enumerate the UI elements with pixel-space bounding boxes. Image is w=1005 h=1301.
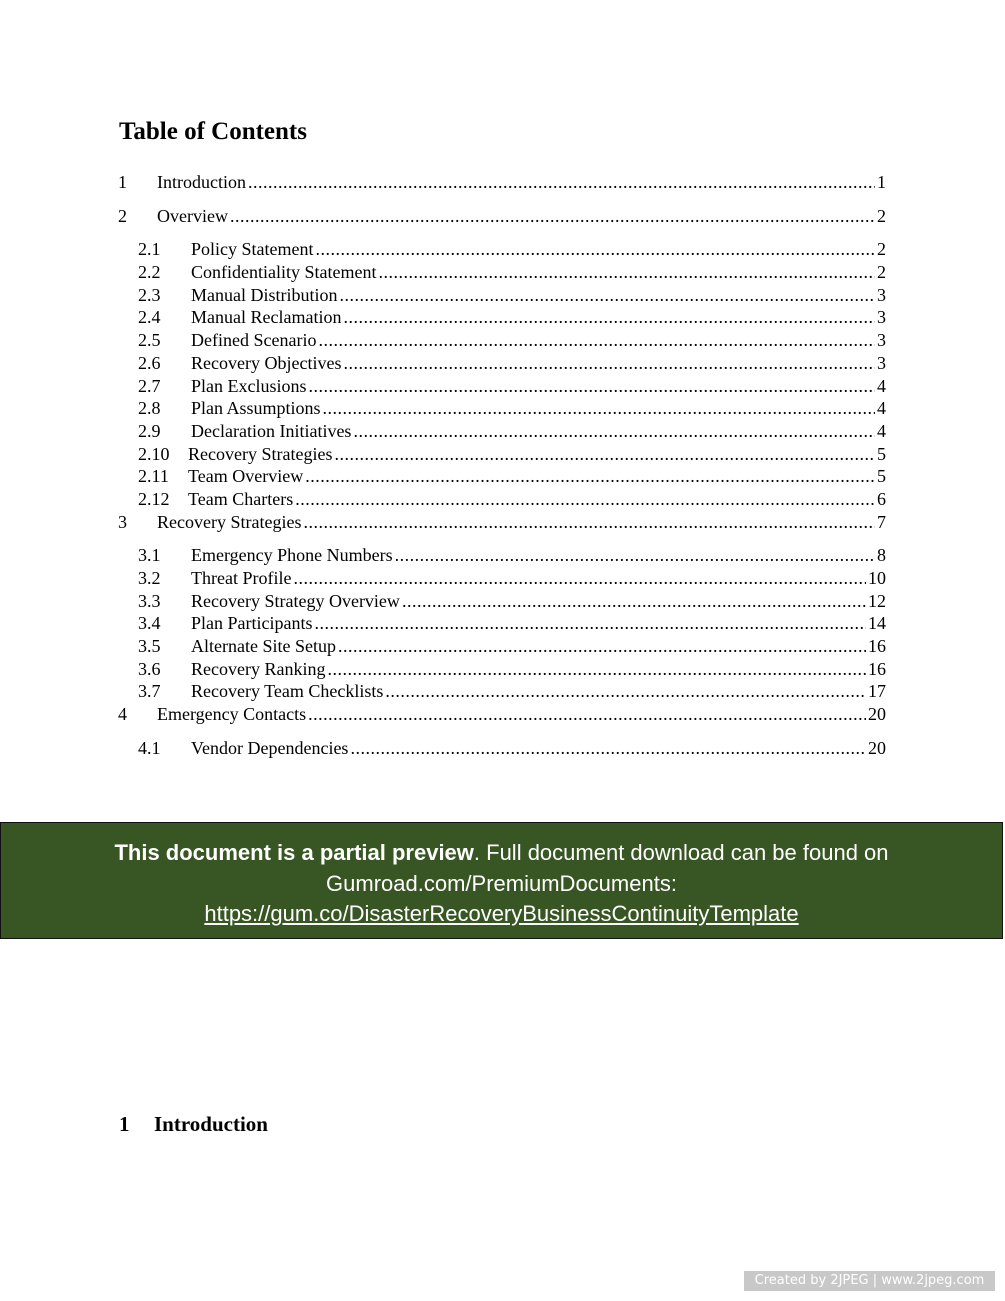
toc-entry-page: 1 bbox=[877, 172, 886, 192]
toc-entry-title: Introduction bbox=[157, 172, 246, 192]
section-number: 1 bbox=[119, 1112, 130, 1136]
toc-leader-dots bbox=[248, 171, 875, 194]
toc-entry-title: Recovery Strategy Overview bbox=[191, 590, 400, 611]
toc-entry[interactable] bbox=[118, 284, 886, 307]
toc-entry-number: 2.11 bbox=[138, 466, 169, 487]
section-heading bbox=[119, 1112, 268, 1137]
toc-entry-title: Emergency Phone Numbers bbox=[191, 545, 393, 566]
toc-leader-dots bbox=[343, 352, 875, 375]
toc-entry-number: 2.3 bbox=[138, 284, 161, 305]
toc-entry-title: Plan Participants bbox=[191, 613, 313, 634]
toc-entry-number: 3.6 bbox=[138, 658, 161, 679]
toc-entry-title: Team Charters bbox=[188, 488, 294, 509]
toc-entry-number: 2 bbox=[118, 205, 127, 226]
toc-entry-number: 2.10 bbox=[138, 443, 170, 464]
toc-entry-title: Recovery Ranking bbox=[191, 658, 326, 679]
toc-entry-number: 2.7 bbox=[138, 375, 161, 396]
toc-leader-dots bbox=[385, 680, 866, 703]
toc-entry-title: Manual Reclamation bbox=[191, 307, 342, 328]
toc-entry-page: 4 bbox=[877, 420, 886, 441]
toc-entry[interactable] bbox=[118, 703, 886, 726]
toc-entry-title: Threat Profile bbox=[191, 568, 292, 588]
toc-entry-page: 2 bbox=[877, 262, 886, 283]
toc-entry[interactable] bbox=[118, 420, 886, 443]
toc-entry[interactable] bbox=[118, 658, 886, 681]
toc-entry-number: 3.5 bbox=[138, 636, 161, 657]
toc-entry-page: 6 bbox=[877, 488, 886, 509]
toc-leader-dots bbox=[338, 635, 866, 658]
toc-entry-page: 14 bbox=[868, 613, 886, 634]
toc-leader-dots bbox=[293, 567, 866, 590]
toc-entry-page: 3 bbox=[877, 330, 886, 351]
toc-entry[interactable] bbox=[118, 443, 886, 466]
toc-entry-page: 4 bbox=[877, 398, 886, 419]
toc-leader-dots bbox=[353, 420, 875, 443]
toc-entry-title: Declaration Initiatives bbox=[191, 420, 352, 441]
download-link[interactable]: https://gum.co/DisasterRecoveryBusinessContinuityTemplate bbox=[204, 901, 799, 926]
toc-entry-number: 3.3 bbox=[138, 590, 161, 611]
toc-entry[interactable] bbox=[118, 567, 886, 590]
toc-leader-dots bbox=[309, 375, 876, 398]
toc-leader-dots bbox=[327, 658, 866, 681]
toc-title: Table of Contents bbox=[119, 118, 307, 145]
toc-entry-title: Recovery Objectives bbox=[191, 352, 342, 373]
toc-entry-number: 2.1 bbox=[138, 239, 161, 260]
toc-entry[interactable] bbox=[118, 238, 886, 261]
toc-entry[interactable] bbox=[118, 680, 886, 703]
toc-entry-page: 2 bbox=[877, 239, 886, 260]
banner-bold-text: This document is a partial preview bbox=[114, 840, 474, 865]
toc-entry-title: Recovery Strategies bbox=[157, 511, 302, 532]
toc-entry-title: Vendor Dependencies bbox=[191, 737, 349, 758]
toc-leader-dots bbox=[295, 488, 875, 511]
toc-leader-dots bbox=[308, 703, 866, 726]
toc-entry[interactable] bbox=[118, 352, 886, 375]
toc-entry-title: Confidentiality Statement bbox=[191, 262, 377, 283]
toc-leader-dots bbox=[395, 544, 875, 567]
toc-entry-number: 2.9 bbox=[138, 420, 161, 441]
toc-entry[interactable] bbox=[118, 635, 886, 658]
toc-entry[interactable] bbox=[118, 397, 886, 420]
banner-text: . Full document download can be found on bbox=[473, 840, 889, 865]
toc-leader-dots bbox=[350, 737, 866, 760]
toc-entry-number: 3 bbox=[118, 511, 127, 532]
banner-line2: Gumroad.com/PremiumDocuments: bbox=[326, 870, 677, 896]
toc-leader-dots bbox=[323, 397, 875, 420]
toc-entry-page: 2 bbox=[877, 205, 886, 226]
toc-entry-title: Team Overview bbox=[188, 466, 304, 487]
preview-banner bbox=[0, 822, 1003, 939]
toc-entry-number: 2.8 bbox=[138, 398, 161, 419]
toc-entry-title: Recovery Strategies bbox=[188, 443, 333, 464]
toc-entry[interactable] bbox=[118, 306, 886, 329]
toc-entry-title: Plan Exclusions bbox=[191, 375, 307, 396]
toc-entry-page: 3 bbox=[877, 352, 886, 373]
toc-entry-page: 10 bbox=[868, 568, 886, 588]
toc-entry[interactable] bbox=[118, 488, 886, 511]
toc-entry-page: 17 bbox=[868, 681, 886, 702]
toc-leader-dots bbox=[305, 465, 875, 488]
toc-entry-title: Overview bbox=[157, 205, 228, 226]
toc-entry-title: Emergency Contacts bbox=[157, 704, 307, 725]
toc-entry-number: 2.4 bbox=[138, 307, 161, 328]
toc-entry[interactable] bbox=[118, 590, 886, 613]
toc-entry-page: 5 bbox=[877, 466, 886, 487]
toc-entry-title: Defined Scenario bbox=[191, 330, 317, 351]
toc-entry[interactable] bbox=[118, 329, 886, 352]
toc-entry[interactable] bbox=[118, 511, 886, 534]
toc-leader-dots bbox=[314, 612, 866, 635]
toc-leader-dots bbox=[230, 205, 875, 228]
watermark: Created by 2JPEG | www.2jpeg.com bbox=[744, 1271, 995, 1291]
toc-entry-page: 12 bbox=[868, 590, 886, 611]
toc-entry-number: 2.2 bbox=[138, 262, 161, 283]
toc-entry-page: 16 bbox=[868, 658, 886, 679]
toc-entry-page: 7 bbox=[877, 511, 886, 532]
toc-entry-number: 2.6 bbox=[138, 352, 161, 373]
toc-leader-dots bbox=[402, 590, 866, 613]
toc-leader-dots bbox=[318, 329, 875, 352]
toc-entry-number: 1 bbox=[118, 172, 127, 192]
toc-entry-title: Policy Statement bbox=[191, 239, 314, 260]
toc-entry[interactable] bbox=[118, 544, 886, 567]
table-of-contents bbox=[118, 171, 886, 760]
toc-leader-dots bbox=[315, 238, 875, 261]
toc-entry-page: 16 bbox=[868, 636, 886, 657]
toc-entry[interactable] bbox=[118, 737, 886, 760]
toc-entry[interactable] bbox=[118, 612, 886, 635]
toc-entry-page: 8 bbox=[877, 545, 886, 566]
toc-entry-number: 3.7 bbox=[138, 681, 161, 702]
toc-entry-number: 3.4 bbox=[138, 613, 161, 634]
toc-leader-dots bbox=[334, 443, 875, 466]
toc-entry-title: Recovery Team Checklists bbox=[191, 681, 384, 702]
toc-entry[interactable] bbox=[118, 261, 886, 284]
toc-entry-page: 4 bbox=[877, 375, 886, 396]
toc-entry[interactable] bbox=[118, 205, 886, 228]
section-title: Introduction bbox=[154, 1112, 268, 1136]
toc-entry-title: Alternate Site Setup bbox=[191, 636, 336, 657]
toc-entry-page: 3 bbox=[877, 284, 886, 305]
toc-leader-dots bbox=[340, 284, 876, 307]
toc-entry-title: Manual Distribution bbox=[191, 284, 338, 305]
toc-entry-page: 20 bbox=[868, 704, 886, 725]
toc-leader-dots bbox=[303, 511, 875, 534]
toc-entry-title: Plan Assumptions bbox=[191, 398, 321, 419]
toc-entry[interactable] bbox=[118, 171, 886, 194]
toc-entry[interactable] bbox=[118, 465, 886, 488]
toc-entry-number: 3.2 bbox=[138, 568, 161, 588]
toc-entry-number: 4.1 bbox=[138, 737, 161, 758]
toc-entry-number: 4 bbox=[118, 704, 127, 725]
toc-entry[interactable] bbox=[118, 375, 886, 398]
toc-leader-dots bbox=[378, 261, 875, 284]
toc-entry-page: 20 bbox=[868, 737, 886, 758]
toc-leader-dots bbox=[343, 306, 875, 329]
toc-entry-page: 5 bbox=[877, 443, 886, 464]
toc-entry-number: 3.1 bbox=[138, 545, 161, 566]
toc-entry-number: 2.12 bbox=[138, 488, 170, 509]
toc-entry-number: 2.5 bbox=[138, 330, 161, 351]
toc-entry-page: 3 bbox=[877, 307, 886, 328]
